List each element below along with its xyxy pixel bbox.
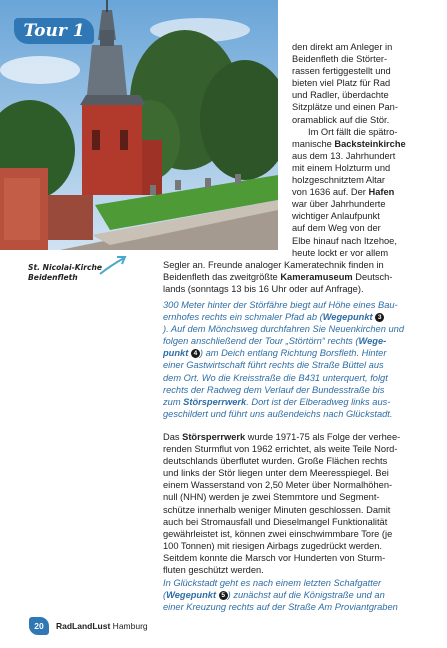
waypoint-label: Wege- <box>358 336 387 347</box>
route-line: ). Auf dem Mönchsweg durchfahren Sie Neuenkirchen und <box>163 324 404 335</box>
side-line: den direkt am Anleger in <box>292 42 393 52</box>
body-paragraph-1 <box>163 259 415 271</box>
side-paragraph <box>292 41 415 259</box>
route-paragraph-1 <box>163 299 415 420</box>
side-line: auf dem Weg von der <box>292 223 381 234</box>
waypoint-4-icon: 4 <box>191 349 200 358</box>
side-line: Im Ort fällt die spätro- <box>308 126 398 137</box>
bold-term: Backsteinkirche <box>334 138 406 149</box>
side-line <box>292 138 415 150</box>
text: folgen anschließend der Tour „Störtörn“ rechts ( <box>163 336 359 347</box>
route-line: einer Gastwirtschaft führt rechts die Straße Büttel aus <box>163 360 384 371</box>
route-line: dem Ort. Wo die Kreisstraße die B431 unterquert, folgt <box>163 372 388 383</box>
side-line: Sitzplätze und einen Pan- <box>292 102 398 113</box>
footer-brand <box>56 621 148 632</box>
waypoint-label: Wegepunkt <box>166 590 217 601</box>
bold-term: Störsperrwerk <box>183 396 247 407</box>
route-line <box>163 311 415 323</box>
body-line: und links der Stör liegen unter dem Meeresspiegel. Bei <box>163 468 389 479</box>
text: Beidenfleth das zweitgrößte <box>163 272 281 282</box>
text: von 1636 auf. Der <box>292 187 369 198</box>
route-line <box>163 335 415 347</box>
route-line: einer Kreuzung rechts auf der Straße Am Proviantgraben <box>163 602 398 613</box>
caption-line-2: Beidenfleth <box>28 273 78 282</box>
waypoint-label: punkt <box>163 348 189 359</box>
side-line: wichtiger Anlaufpunkt <box>292 211 380 222</box>
side-line: Elbe hinauf nach Itzehoe, <box>292 235 397 246</box>
bold-term: Kameramuseum <box>280 272 353 282</box>
body-paragraph-2 <box>163 431 415 576</box>
waypoint-label: Wegepunkt <box>322 312 373 323</box>
page-number: 20 <box>29 617 49 635</box>
body-line: null (NHN) werden je zwei Stemmtore und Segment- <box>163 492 380 503</box>
side-line: Beidenfleth die Störter- <box>292 54 388 65</box>
side-line: bieten viel Platz für Rad <box>292 78 391 89</box>
side-line <box>292 186 415 198</box>
waypoint-5-icon: 5 <box>219 591 228 600</box>
route-line: 300 Meter hinter der Störfähre biegt auf Höhe eines Bau- <box>163 300 398 310</box>
route-line: (Wegepunkt 5 ) zunächst auf die Königstraße und an <box>163 590 385 601</box>
waypoint-3-icon: 3 <box>375 313 384 322</box>
tour-badge: Tour 1 <box>14 18 94 44</box>
side-line: holzgeschnitztem Altar <box>292 175 386 186</box>
side-line: war über Jahrhunderte <box>292 199 386 210</box>
body-line: auch bei Stromausfall und Dieselmangel Funktionalität <box>163 516 388 527</box>
body-line: schütze innerhalb weniger Minuten geschlossen. Damit <box>163 504 391 515</box>
text: Das <box>163 432 183 442</box>
photo-caption <box>28 263 138 283</box>
body-line: 100 Tonnen) mit riesigen Airbags zugedrückt werden. <box>163 540 382 551</box>
text: ernhofes rechts ein schmaler Pfad ab ( <box>163 312 323 323</box>
side-line: aus dem 13. Jahrhundert <box>292 150 396 161</box>
body-line: Seitdem konnte die Marsch vor Hunderten von Sturm- <box>163 552 386 563</box>
text: manische <box>292 138 335 149</box>
route-line: geschildert und führt uns außendeichs nach Glückstadt. <box>163 408 393 419</box>
brand-rest: Hamburg <box>110 621 148 631</box>
text: wurde 1971-75 als Folge der verhee- <box>245 432 401 442</box>
route-paragraph-2 <box>163 577 415 613</box>
side-line: rassen fertiggestellt und <box>292 66 391 77</box>
text: zum <box>163 396 184 407</box>
body-line: Segler an. Freunde analoger Kameratechnik finden in <box>163 260 384 270</box>
body-line: renden Sturmflut von 1962 errichtet, als weite Teile Nord- <box>163 444 398 455</box>
body-line: einem Wasserstand von 2,50 Meter über Normalhöhen- <box>163 480 393 491</box>
route-line <box>163 396 415 408</box>
route-line: In Glückstadt geht es nach einem letzten Schafgatter <box>163 578 382 588</box>
body-line <box>163 431 415 443</box>
body-line: fluten geschützt werden. <box>163 565 264 576</box>
body-paragraph-1b <box>163 271 415 295</box>
route-line <box>163 347 415 359</box>
side-line: heute lockt er vor allem <box>292 247 389 258</box>
side-line: und Radler, überdachte <box>292 90 389 101</box>
text: . Dort ist der Elberadweg links aus- <box>246 396 391 407</box>
bold-term: Störsperrwerk <box>182 432 246 442</box>
caption-line-1: St. Nicolai-Kirche <box>28 263 103 272</box>
body-line: lands (sonntags 13 bis 16 Uhr oder auf Anfrage). <box>163 284 364 295</box>
brand-bold: RadLandLust <box>56 621 111 631</box>
bold-term: Hafen <box>368 187 395 198</box>
text: Deutsch- <box>352 272 393 282</box>
side-line: mit einem Holzturm und <box>292 162 391 173</box>
route-line: rechts der Radweg dem Verlauf der Bundesstraße bis <box>163 384 385 395</box>
body-line: deutschlands überflutet wurden. Große Flächen rechts <box>163 456 388 467</box>
body-line: gewährleistet ist, können zwei einschwimmbare Tore (je <box>163 528 393 539</box>
side-line: oramablick auf die Stör. <box>292 114 390 125</box>
text: ) am Deich entlang Richtung Borsfleth. Hinter <box>199 348 387 359</box>
text: ) zunächst auf die Königstraße und an <box>227 590 385 601</box>
body-line <box>163 271 415 283</box>
